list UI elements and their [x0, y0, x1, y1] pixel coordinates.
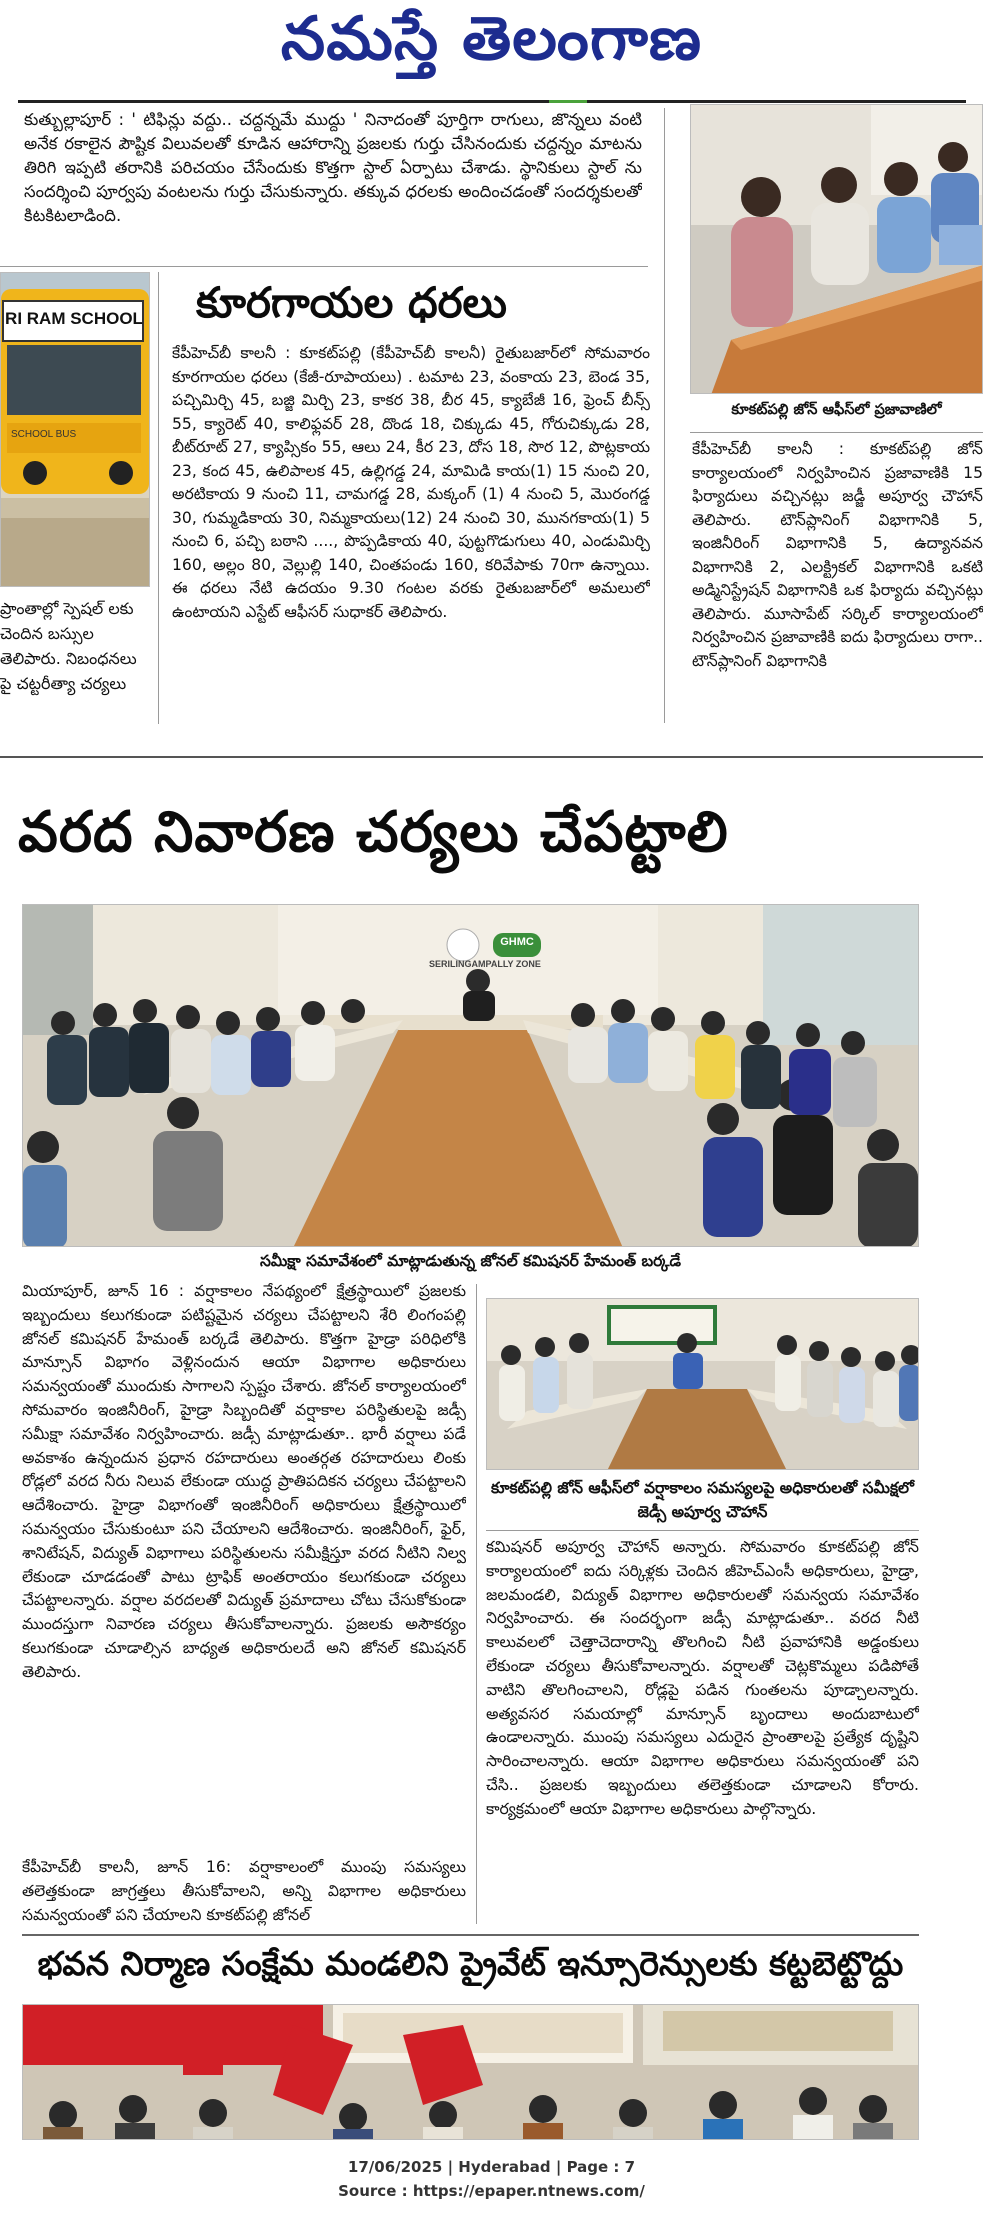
bus-sign: RI RAM SCHOOL	[5, 309, 143, 328]
bus-photo	[0, 272, 150, 587]
flood-headline: వరద నివారణ చర్యలు చేపట్టాలి	[18, 800, 729, 865]
prajavani-caption-rule	[690, 432, 983, 433]
section-rule	[0, 756, 983, 758]
protest-photo-scene	[23, 2005, 919, 2140]
flood-col2-text: కమిషనర్ అపూర్వ చౌహాన్ అన్నారు. సోమవారం కూకట్‌పల్లి జోన్ కార్యాలయంలో ఐదు సర్కిళ్లకు చెందిన జీహెచ్ఎంసీ అధికారులు, హైడ్రా, జలమండలి, విద్యుత్ విభాగాల అధికారులతో సమన్వయ సమావేశం నిర్వహించారు. ఈ సందర్భంగా జడ్సీ మాట్లాడుతూ.. వరద నీటి కాలువలలో చెత్తాచెదారాన్ని తొలగించి నీటి ప్రవాహానికి అడ్డంకులు లేకుండా చర్యలు తీసుకోవాలన్నారు. వర్షాలతో చెట్లకొమ్మలు పడిపోతే వాటిని తొలగించాలని, రోడ్లపై పడిన గుంతలను పూడ్చాలన్నారు. అత్యవసర సమయాల్లో మాన్సూన్ బృందాలు అందుబాటులో ఉండాలన్నారు. ముంపు సమస్యలు ఎదురైన ప్రాంతాలపై ప్రత్యేక దృష్టిని సారించాలన్నారు. ఆయా విభాగాల అధికారులు సమన్వయంతో పని చేసి.. ప్రజలకు ఇబ్బందులు తలెత్తకుండా చూడాలని కోరారు. కార్యక్రమంలో ఆయా విభాగాల అధికారులు పాల్గొన్నారు.	[486, 1538, 919, 1818]
prajavani-photo	[690, 104, 983, 394]
top-story-text: కుత్బుల్లాపూర్ : ' టిఫిన్లు వద్దు.. చద్దన్నమే ముద్దు ' నినాదంతో పూర్తిగా రాగులు, జొన్నలు వంటి అనేక రకాలైన పౌష్టిక విలువలతో కూడిన ఆహారాన్ని ప్రజలకు గుర్తు చేసినందుకు చద్దన్నం మాటను తిరిగి ఇప్పటి తరానికి పరిచయం చేసేందుకు కొత్తగా స్టాల్ ఏర్పాటు చేశాడు. స్థానికులు స్టాల్ ను సందర్శించి పూర్వపు వంటలను గుర్తు చేసుకున్నారు. తక్కువ ధరలకు అందించడంతో సందర్శకులతో కిటకిటలాడింది.	[24, 110, 642, 225]
kukatpally-photo-caption: కూకట్‌పల్లి జోన్ ఆఫీస్‌లో వర్షాకాలం సమస్యలపై అధికారులతో సమీక్షలో జెడ్సీ అపూర్వ చౌహాన్	[491, 1479, 914, 1521]
welfare-top-rule	[22, 1934, 919, 1936]
prajavani-photo-scene	[691, 105, 983, 394]
footer-source-line[interactable]: Source : https://epaper.ntnews.com/	[338, 2182, 645, 2200]
kukatpally-meeting-photo	[486, 1298, 919, 1470]
flood-photo-logo: GHMC	[500, 936, 534, 948]
bus-column-rule	[158, 272, 159, 724]
kukatpally-meeting-scene	[487, 1299, 919, 1470]
top-story-rule	[0, 266, 648, 267]
bus-side-caption: ప్రాంతాల్లో స్పెషల్ లకు చెందిన బస్సుల తెలిపారు. నిబంధనలు పై చట్టరీత్యా చర్యలు	[0, 599, 137, 693]
footer-date-line: 17/06/2025 | Hyderabad | Page : 7	[347, 2158, 636, 2176]
vegetables-column-rule	[664, 108, 665, 723]
bus-side-text: SCHOOL BUS	[11, 429, 77, 440]
flood-main-photo	[22, 904, 919, 1247]
kukatpally-caption-rule	[486, 1530, 919, 1531]
flood-col1-text: మియాపూర్, జూన్ 16 : వర్షాకాలం నేపథ్యంలో క్షేత్రస్థాయిలో ప్రజలకు ఇబ్బందులు కలుగకుండా పటిష్టమైన చర్యలు చేపట్టాలని శేరి లింగంపల్లి జోనల్ కమిషనర్ హేమంత్ బర్కడే తెలిపారు. కొత్తగా హైడ్రా పరిధిలోకి మాన్సూన్ విభాగం వెళ్లినందున ఆయా విభాగాల అధికారులు సమన్వయంతో ముందుకు సాగాలని స్పష్టం చేశారు. జోనల్ కార్యాలయంలో సోమవారం ఇంజినీరింగ్, హైడ్రా సిబ్బందితో వర్షాకాల పరిస్థితులపై జడ్సీ సమీక్షా సమావేశం నిర్వహించారు. జడ్సీ మాట్లాడుతూ.. భారీ వర్షాలు పడే అవకాశం ఉన్నందున ప్రధాన రహదారులు అంతర్గత రహదారులు లింకు రోడ్లలో వరద నీరు నిలువ లేకుండా యుద్ధ ప్రాతిపదికన చర్యలు చేపట్టాలని ఆదేశించారు. హైడ్రా విభాగంతో ఇంజినీరింగ్ అధికారులు క్షేత్రస్థాయిలో సమన్వయం చేసుకుంటూ పని చేయాలని ఆదేశించారు. ఇంజినీరింగ్, ఫైర్, శానిటేషన్, విద్యుత్ విభాగాలు పరిస్థితులను సమీక్షిస్తూ వరద నీటిని నిల్వ లేకుండా చూడడంతో పాటు ట్రాఫిక్ అంతరాయం కలుగకుండా చర్యలు చేపట్టాలన్నారు. వర్షాల వరదలతో విద్యుత్ ప్రమాదాలు చోటు చేసుకోకుండా ముందస్తుగా నివారణ చర్యలు తీసుకోవాలన్నారు. ప్రజలకు అసౌకర్యం కలుగకుండా చూడాల్సిన బాధ్యత అధికారులదే అని జోనల్ కమిషనర్ తెలిపారు.	[22, 1282, 466, 1681]
prajavani-caption: కూకట్‌పల్లి జోన్ ఆఫీస్‌లో ప్రజావాణిలో	[731, 402, 942, 418]
masthead	[0, 0, 983, 95]
prajavani-body: కేపీహెచ్‌బీ కాలనీ : కూకట్‌పల్లి జోన్ కార్యాలయంలో నిర్వహించిన ప్రజావాణికి 15 ఫిర్యాదులు వచ్చినట్లు జడ్జీ అపూర్వ చౌహాన్ తెలిపారు. టౌన్‌ప్లానింగ్ విభాగానికి 5, ఇంజినీరింగ్ విభాగానికి 5, ఉద్యానవన విభాగానికి 2, ఎలక్ట్రికల్ విభాగానికి ఒకటి అడ్మినిస్ట్రేషన్ విభాగానికి ఒక ఫిర్యాదు వచ్చినట్లు తెలిపారు. మూసాపేట్ సర్కిల్ కార్యాలయంలో నిర్వహించిన ప్రజావాణికి ఐదు ఫిర్యాదులు రాగా.. టౌన్‌ప్లానింగ్ విభాగానికి	[692, 440, 983, 670]
flood-main-photo-scene	[23, 905, 919, 1247]
protest-photo	[22, 2004, 919, 2140]
flood-column-rule	[476, 1284, 477, 1924]
masthead-title: నమస్తే తెలంగాణ	[280, 4, 703, 74]
flood-photo-caption: సమీక్షా సమావేశంలో మాట్లాడుతున్న జోనల్ కమిషనర్ హేమంత్ బర్కడే	[259, 1252, 682, 1270]
flood-col1-b-text: కేపీహెచ్‌బీ కాలనీ, జూన్ 16: వర్షాకాలంలో ముంపు సమస్యలు తలెత్తకుండా జాగ్రత్తలు తీసుకోవాలని, అన్ని విభాగాల అధికారులు సమన్వయంతో పని చేయాలని కూకట్‌పల్లి జోనల్	[22, 1858, 466, 1924]
vegetables-body: కేపీహెచ్‌బీ కాలనీ : కూకట్‌పల్లి (కేపీహెచ్‌బీ కాలనీ) రైతుబజార్‌లో సోమవారం కూరగాయల ధరలు (కేజీ-రూపాయలు) . టమాట 23, వంకాయ 23, బెండ 35, పచ్చిమిర్చి 45, బజ్జి మిర్చి 23, కాకర 38, బీర 45, క్యాబేజీ 16, ఫ్రెంచ్ బీన్స్ 55, క్యారెట్ 40, కాలిఫ్లవర్ 28, దొండ 18, చిక్కుడు 45, గోరుచిక్కుడు 28, బీట్‌రూట్ 27, క్యాప్సికం 55, ఆలు 24, కీర 23, దోస 18, సొర 12, పొట్లకాయ 23, కంద 45, ఉలిపాలక 45, ఉల్లిగడ్డ 24, మామిడి కాయ(1) 15 నుంచి 20, అరటికాయ 9 నుంచి 11, చామగడ్డ 28, మక్కంగ్ (1) 4 నుంచి 5, మొరంగడ్డ 30, గుమ్మడికాయ 30, నిమ్మకాయలు(12) 24 నుంచి 30, మునగకాయ(1) 5 నుంచి 6, పచ్చి బఠాని ...., పొప్పడికాయ 40, పుట్టగొడుగులు 40, ఎండుమిర్చి 160, అల్లం 80, వెల్లుల్లి 140, చింతపండు 160, కరివేపాకు 70గా ఉన్నాయి. ఈ ధరలు నేటి ఉదయం 9.30 గంటల వరకు రైతుబజార్‌లో అమలులో ఉంటాయని ఎస్టేట్ ఆఫీసర్ సుధాకర్ తెలిపారు.	[172, 344, 650, 621]
welfare-headline: భవన నిర్మాణ సంక్షేమ మండలిని ప్రైవేట్ ఇన్సూరెన్సులకు కట్టబెట్టొద్దు	[37, 1944, 904, 1983]
masthead-rule	[18, 100, 966, 103]
vegetables-headline: కూరగాయల ధరలు	[196, 278, 507, 327]
flood-photo-sign: SERILINGAMPALLY ZONE	[429, 959, 541, 969]
